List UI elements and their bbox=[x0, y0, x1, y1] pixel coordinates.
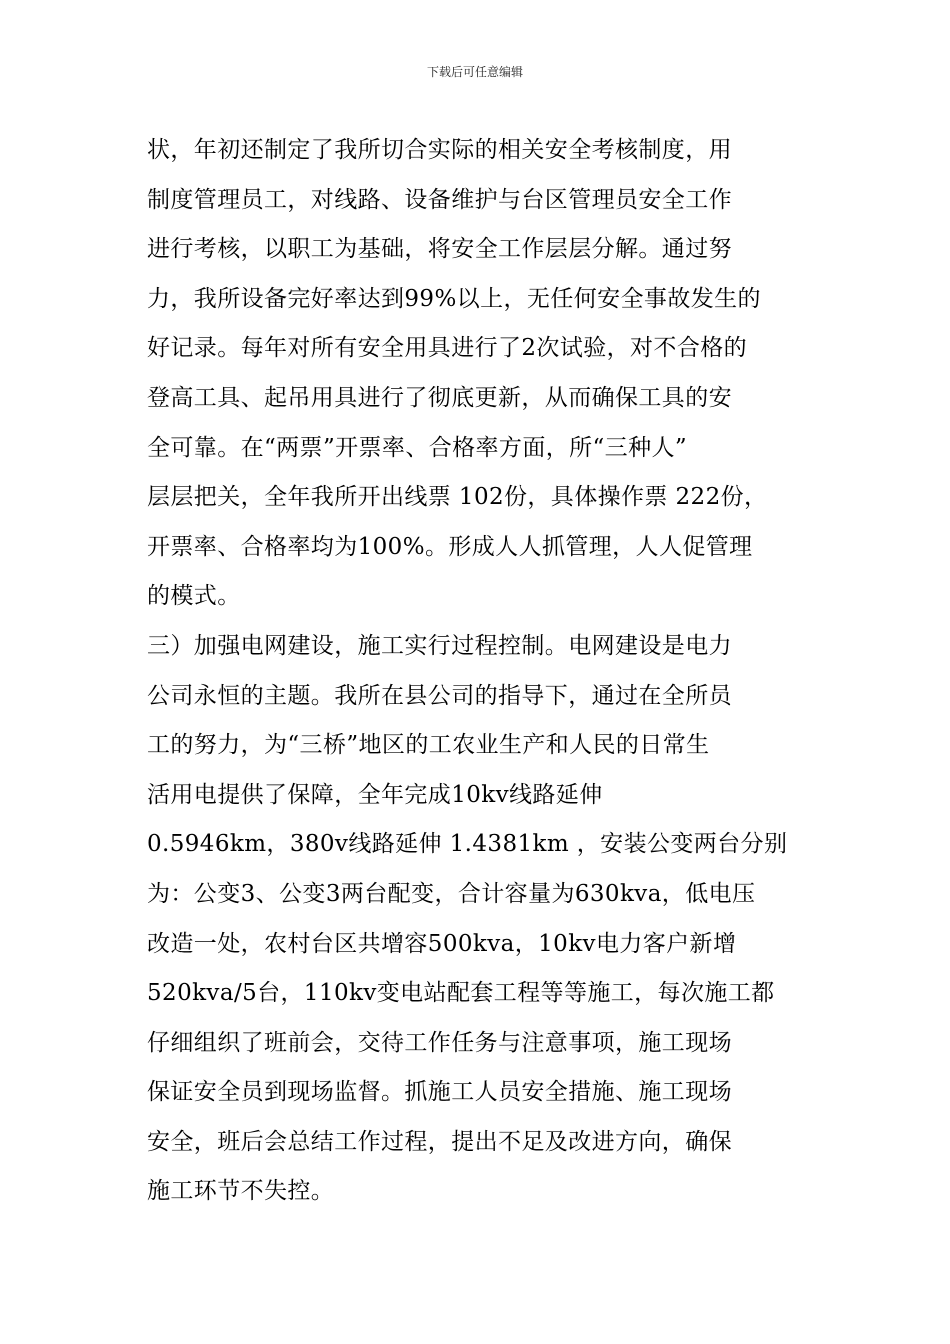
text-line-11: 三）加强电网建设，施工实行过程控制。电网建设是电力 bbox=[147, 632, 732, 659]
text-line-17: 改造一处，农村台区共增容500kva，10kv电力客户新增 bbox=[147, 930, 737, 957]
text-line-16: 为：公变3、公变3两台配变，合计容量为630kva，低电压 bbox=[147, 880, 756, 907]
text-line-9: 开票率、合格率均为100%。形成人人抓管理，人人促管理 bbox=[147, 533, 753, 560]
text-line-10: 的模式。 bbox=[147, 583, 241, 610]
body-text bbox=[147, 126, 827, 1217]
text-line-18: 520kva/5台，110kv变电站配套工程等等施工，每次施工都 bbox=[147, 980, 775, 1007]
text-line-21: 安全，班后会总结工作过程，提出不足及改进方向，确保 bbox=[147, 1128, 732, 1155]
text-line-15: 0.5946km，380v线路延伸 1.4381km ，安装公变两台分别 bbox=[147, 831, 788, 858]
page-header: 下载后可任意编辑 bbox=[426, 65, 523, 79]
text-line-13: 工的努力，为“三桥”地区的工农业生产和人民的日常生 bbox=[147, 732, 710, 759]
text-line-20: 保证安全员到现场监督。抓施工人员安全措施、施工现场 bbox=[147, 1079, 732, 1106]
text-line-14: 活用电提供了保障，全年完成10kv线路延伸 bbox=[147, 781, 603, 808]
text-line-5: 好记录。每年对所有安全用具进行了2次试验，对不合格的 bbox=[147, 335, 748, 362]
text-line-8: 层层把关，全年我所开出线票 102份，具体操作票 222份， bbox=[147, 484, 768, 511]
text-line-19: 仔细组织了班前会，交待工作任务与注意事项，施工现场 bbox=[147, 1029, 732, 1056]
text-line-12: 公司永恒的主题。我所在县公司的指导下，通过在全所员 bbox=[147, 682, 732, 709]
text-line-3: 进行考核，以职工为基础，将安全工作层层分解。通过努 bbox=[147, 236, 732, 263]
text-line-4: 力，我所设备完好率达到99%以上，无任何安全事故发生的 bbox=[147, 285, 761, 312]
text-line-1: 状，年初还制定了我所切合实际的相关安全考核制度，用 bbox=[147, 137, 732, 163]
text-line-2: 制度管理员工，对线路、设备维护与台区管理员安全工作 bbox=[147, 186, 732, 213]
text-line-6: 登高工具、起吊用具进行了彻底更新，从而确保工具的安 bbox=[147, 384, 732, 411]
text-line-7: 全可靠。在“两票”开票率、合格率方面，所“三种人” bbox=[147, 434, 688, 461]
text-line-22: 施工环节不失控。 bbox=[147, 1178, 335, 1205]
